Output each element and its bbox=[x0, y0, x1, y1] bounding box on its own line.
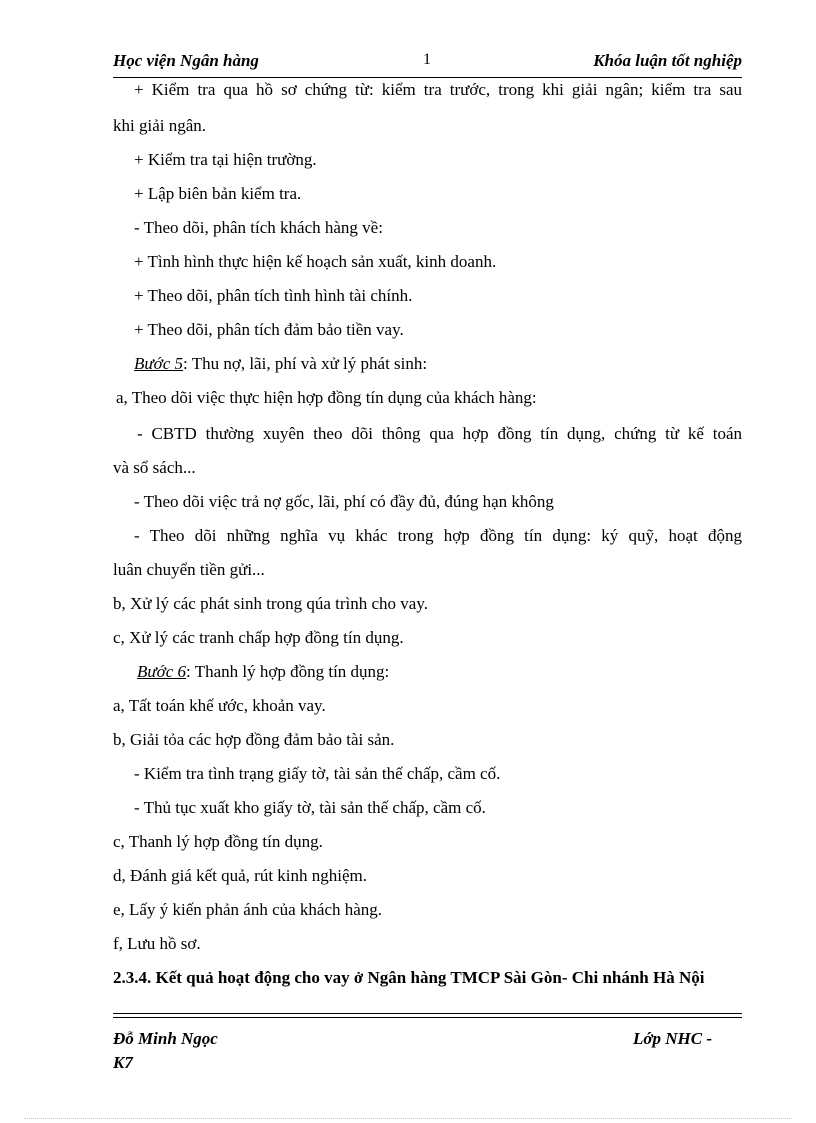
header-document-type: Khóa luận tốt nghiệp bbox=[593, 51, 742, 70]
text-line: - CBTD thường xuyên theo dõi thông qua hợp đồng tín dụng, chứng từ kế toán bbox=[137, 424, 742, 443]
text-line: c, Xử lý các tranh chấp hợp đồng tín dụng. bbox=[113, 628, 404, 647]
step-text: : Thanh lý hợp đồng tín dụng: bbox=[186, 662, 390, 681]
step-text: : Thu nợ, lãi, phí và xử lý phát sinh: bbox=[183, 354, 428, 373]
step-label: Bước 6 bbox=[137, 662, 187, 681]
text-line: + Kiểm tra tại hiện trường. bbox=[134, 150, 317, 169]
text-line: c, Thanh lý hợp đồng tín dụng. bbox=[113, 832, 323, 851]
text-line: a, Tất toán khế ước, khoản vay. bbox=[113, 696, 326, 715]
text-line: + Lập biên bản kiểm tra. bbox=[134, 184, 302, 203]
text-line: + Kiểm tra qua hồ sơ chứng từ: kiểm tra trước, trong khi giải ngân; kiểm tra sau bbox=[134, 80, 742, 99]
text-line: + Theo dõi, phân tích tình hình tài chính. bbox=[134, 286, 413, 305]
text-line: và sổ sách... bbox=[113, 458, 196, 477]
page-header bbox=[113, 51, 742, 77]
footer-class-cont: K7 bbox=[113, 1053, 133, 1072]
header-divider bbox=[113, 77, 742, 78]
text-line: e, Lấy ý kiến phản ánh của khách hàng. bbox=[113, 900, 383, 919]
text-line: khi giải ngân. bbox=[113, 116, 207, 135]
header-institution: Học viện Ngân hàng bbox=[113, 51, 259, 70]
text-line: b, Xử lý các phát sinh trong qúa trình cho vay. bbox=[113, 594, 428, 613]
step-heading bbox=[134, 354, 742, 374]
text-line: - Theo dõi, phân tích khách hàng về: bbox=[134, 218, 383, 237]
step-heading bbox=[137, 662, 742, 682]
text-line: a, Theo dõi việc thực hiện hợp đồng tín dụng của khách hàng: bbox=[116, 388, 537, 407]
footer-class: Lớp NHC - bbox=[633, 1029, 713, 1048]
text-line: - Theo dõi những nghĩa vụ khác trong hợp đồng tín dụng: ký quỹ, hoạt động bbox=[134, 526, 742, 545]
footer-author: Đỗ Minh Ngọc bbox=[113, 1029, 218, 1048]
section-heading: 2.3.4. Kết quả hoạt động cho vay ở Ngân hàng TMCP Sài Gòn- Chi nhánh Hà Nội bbox=[113, 968, 705, 987]
text-line: - Kiểm tra tình trạng giấy tờ, tài sản thế chấp, cầm cố. bbox=[134, 764, 501, 783]
text-line: luân chuyển tiền gửi... bbox=[113, 560, 265, 579]
text-line: - Theo dõi việc trả nợ gốc, lãi, phí có đầy đủ, đúng hạn không bbox=[134, 492, 554, 511]
footer-divider bbox=[113, 1013, 742, 1014]
text-line: d, Đánh giá kết quả, rút kinh nghiệm. bbox=[113, 866, 368, 885]
footer-divider bbox=[113, 1017, 742, 1018]
page-number: 1 bbox=[423, 51, 431, 68]
text-line: f, Lưu hồ sơ. bbox=[113, 934, 201, 953]
page-bottom-edge bbox=[24, 1118, 792, 1119]
text-line: b, Giải tỏa các hợp đồng đảm bảo tài sản. bbox=[113, 730, 395, 749]
text-line: - Thủ tục xuất kho giấy tờ, tài sản thế chấp, cầm cố. bbox=[134, 798, 486, 817]
text-line: + Tình hình thực hiện kế hoạch sản xuất, kinh doanh. bbox=[134, 252, 497, 271]
text-line: + Theo dõi, phân tích đảm bảo tiền vay. bbox=[134, 320, 404, 339]
step-label: Bước 5 bbox=[134, 354, 184, 373]
